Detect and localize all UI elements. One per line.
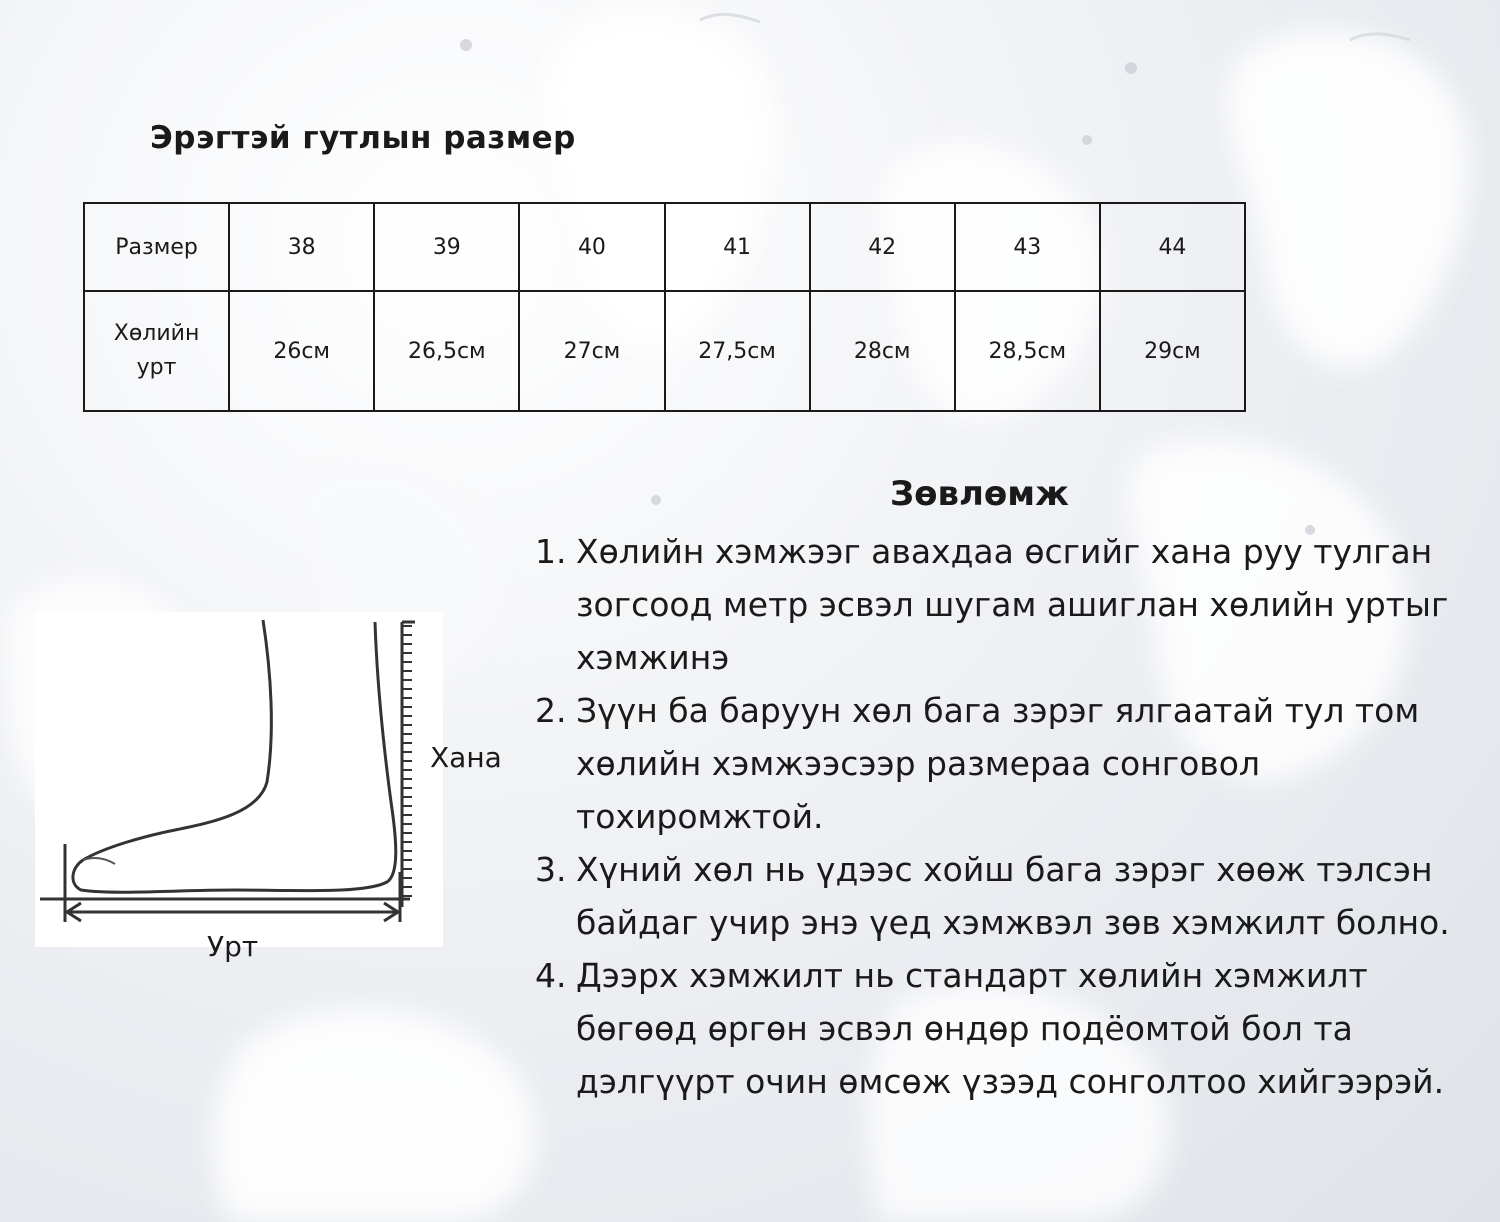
foot-measurement-diagram xyxy=(35,612,443,947)
table-row-lengths xyxy=(84,291,1245,411)
length-cell: 27,5см xyxy=(665,291,810,411)
length-cell: 28см xyxy=(810,291,955,411)
size-cell: 39 xyxy=(374,203,519,291)
size-cell: 43 xyxy=(955,203,1100,291)
length-row-header xyxy=(84,291,229,411)
size-cell: 38 xyxy=(229,203,374,291)
length-cell: 29см xyxy=(1100,291,1245,411)
length-label: Урт xyxy=(207,930,259,963)
length-cell: 26,5см xyxy=(374,291,519,411)
size-cell: 40 xyxy=(519,203,664,291)
length-cell: 26см xyxy=(229,291,374,411)
tip-text: Хүний хөл нь үдээс хойш бага зэрэг хөөж тэлсэн байдаг учир энэ үед хэмжвэл зөв хэмжилт болно. xyxy=(576,850,1450,942)
length-row-header-line1: Хөлийн xyxy=(113,321,200,346)
tip-number: 4. xyxy=(535,956,567,995)
size-cell: 41 xyxy=(665,203,810,291)
tip-text: Хөлийн хэмжээг авахдаа өсгийг хана руу тулган зогсоод метр эсвэл шугам ашиглан хөлийн уртыг хэмжинэ xyxy=(576,532,1449,677)
size-chart-table xyxy=(83,202,1246,412)
tip-number: 2. xyxy=(535,691,567,730)
list-item xyxy=(535,843,1485,949)
foot-outline-icon xyxy=(73,620,396,892)
tips-list xyxy=(535,525,1485,1108)
list-item xyxy=(535,949,1485,1108)
size-row-header: Размер xyxy=(84,203,229,291)
tip-text: Зүүн ба баруун хөл бага зэрэг ялгаатай тул том хөлийн хэмжээсээр размераа сонговол тохиромжтой. xyxy=(576,691,1420,836)
length-cell: 28,5см xyxy=(955,291,1100,411)
size-cell: 42 xyxy=(810,203,955,291)
tip-number: 3. xyxy=(535,850,567,889)
length-row-header-line2: урт xyxy=(136,355,177,380)
wall-label: Хана xyxy=(430,741,502,774)
table-row-sizes xyxy=(84,203,1245,291)
tip-number: 1. xyxy=(535,532,567,571)
page-title: Эрэгтэй гутлын размер xyxy=(150,120,576,156)
tip-text: Дээрх хэмжилт нь стандарт хөлийн хэмжилт бөгөөд өргөн эсвэл өндөр подёомтой бол та дэлгүүрт очин өмсөж үзээд сонголтоо хийгээрэй. xyxy=(576,956,1445,1101)
list-item xyxy=(535,525,1485,684)
length-arrow-icon xyxy=(67,903,398,921)
tips-title: Зөвлөмж xyxy=(890,474,1069,514)
length-cell: 27см xyxy=(519,291,664,411)
size-cell: 44 xyxy=(1100,203,1245,291)
list-item xyxy=(535,684,1485,843)
wall-ruler-icon xyxy=(402,622,415,907)
